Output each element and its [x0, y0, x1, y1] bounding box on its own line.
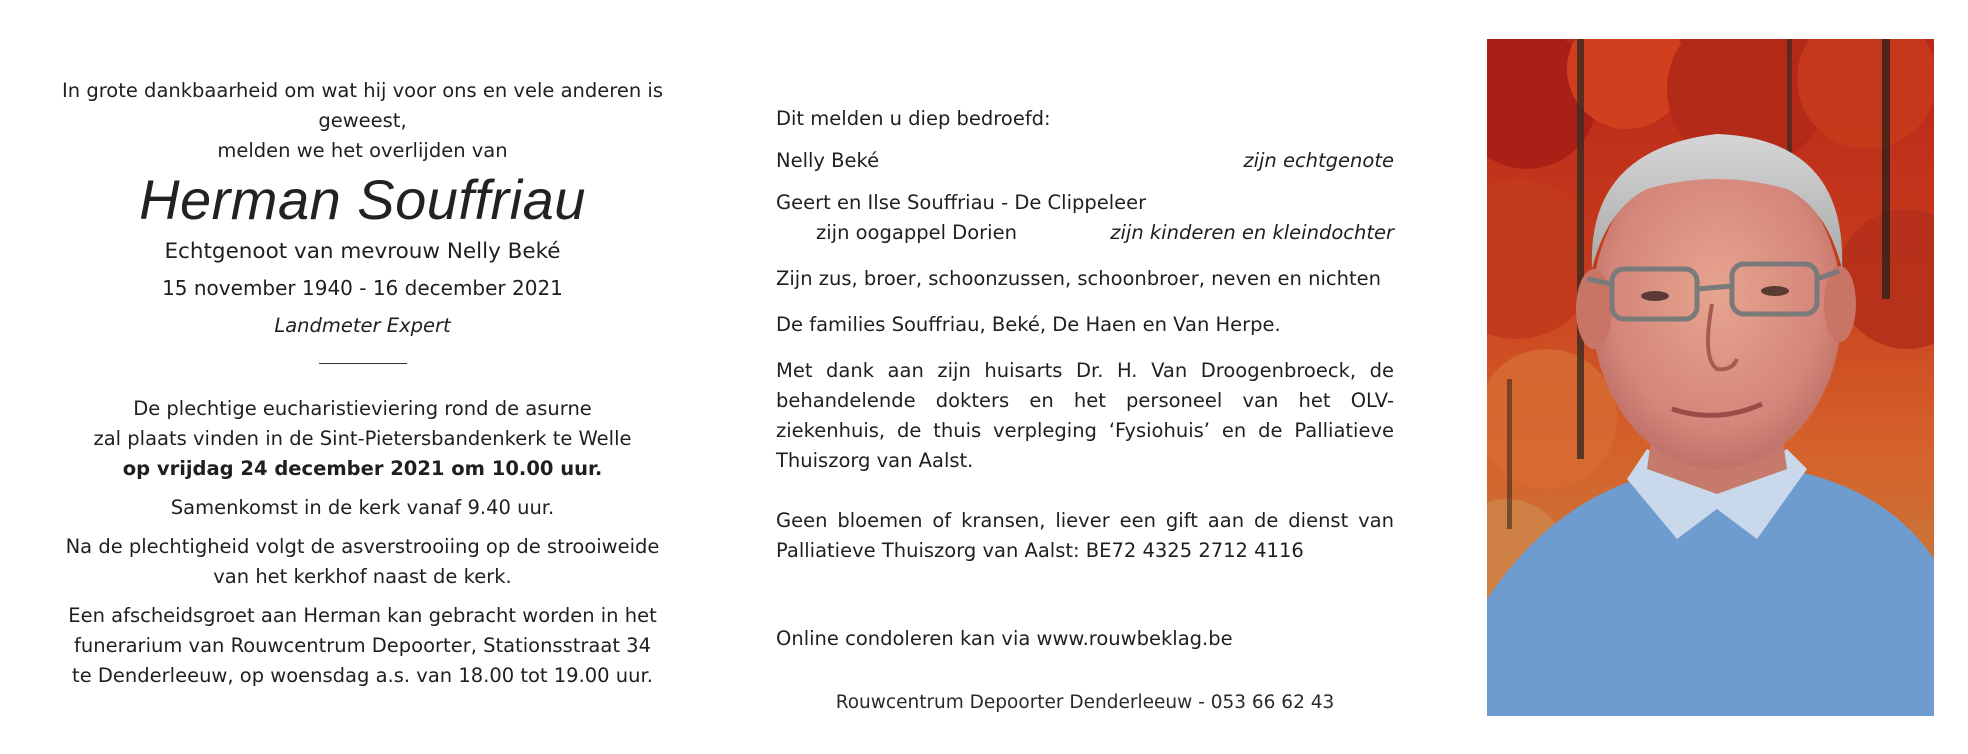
flowers-paragraph: Geen bloemen of kransen, liever een gift aan de dienst van Palliatieve Thuiszorg van Aalst: BE72 4325 2712 4116: [776, 509, 1394, 562]
funeral-home-footer: Rouwcentrum Depoorter Denderleeuw - 053 66 62 43: [835, 692, 1335, 713]
intro-line-1: In grote dankbaarheid om wat hij voor ons en vele anderen is geweest,: [62, 79, 663, 132]
wife-row: [776, 146, 1394, 176]
children-line-1: Geert en Ilse Souffriau - De Clippeleer: [776, 191, 1147, 214]
wife-role: zijn echtgenote: [1243, 149, 1394, 172]
ceremony-line-2: zal plaats vinden in de Sint-Pietersbandenkerk te Welle: [93, 427, 632, 450]
children-role: zijn kinderen en kleindochter: [1110, 221, 1394, 244]
farewell-line-3: te Denderleeuw, op woensdag a.s. van 18.00 tot 19.00 uur.: [72, 664, 653, 687]
divider-line: [319, 363, 407, 364]
farewell-line-2: funerarium van Rouwcentrum Depoorter, Stationsstraat 34: [74, 634, 651, 657]
profession: Landmeter Expert: [274, 314, 451, 337]
scatter-line-1: Na de plechtigheid volgt de asverstrooiing op de strooiweide: [65, 535, 660, 558]
announcement-column: [20, 76, 705, 691]
siblings-line: Zijn zus, broer, schoonzussen, schoonbroer, neven en nichten: [776, 267, 1381, 290]
portrait-photo: [1487, 39, 1934, 716]
families-line: De families Souffriau, Beké, De Haen en Van Herpe.: [776, 313, 1281, 336]
intro-line-2: melden we het overlijden van: [217, 139, 508, 162]
farewell-line-1: Een afscheidsgroet aan Herman kan gebracht worden in het: [68, 604, 657, 627]
wife-name: Nelly Beké: [776, 149, 880, 172]
ceremony-line-1: De plechtige eucharistieviering rond de asurne: [133, 397, 592, 420]
thanks-paragraph: Met dank aan zijn huisarts Dr. H. Van Droogenbroeck, de behandelende dokters en het personeel van het OLV-ziekenhuis, de thuis verpleging ‘Fysiohuis’ en de Palliatieve Thuiszorg van Aalst.: [776, 359, 1394, 472]
children-row: [776, 218, 1394, 248]
spouse-line: Echtgenoot van mevrouw Nelly Beké: [164, 239, 561, 264]
family-heading: Dit melden u diep bedroefd:: [776, 107, 1051, 130]
life-dates: 15 november 1940 - 16 december 2021: [162, 276, 563, 300]
online-condolence: Online condoleren kan via www.rouwbeklag.be: [776, 627, 1233, 650]
gathering-time: Samenkomst in de kerk vanaf 9.40 uur.: [170, 496, 555, 519]
scatter-line-2: van het kerkhof naast de kerk.: [213, 565, 512, 588]
deceased-name: Herman Souffriau: [139, 168, 586, 231]
ceremony-date: op vrijdag 24 december 2021 om 10.00 uur.: [122, 457, 603, 480]
granddaughter: zijn oogappel Dorien: [816, 221, 1017, 244]
family-column: [776, 104, 1394, 654]
